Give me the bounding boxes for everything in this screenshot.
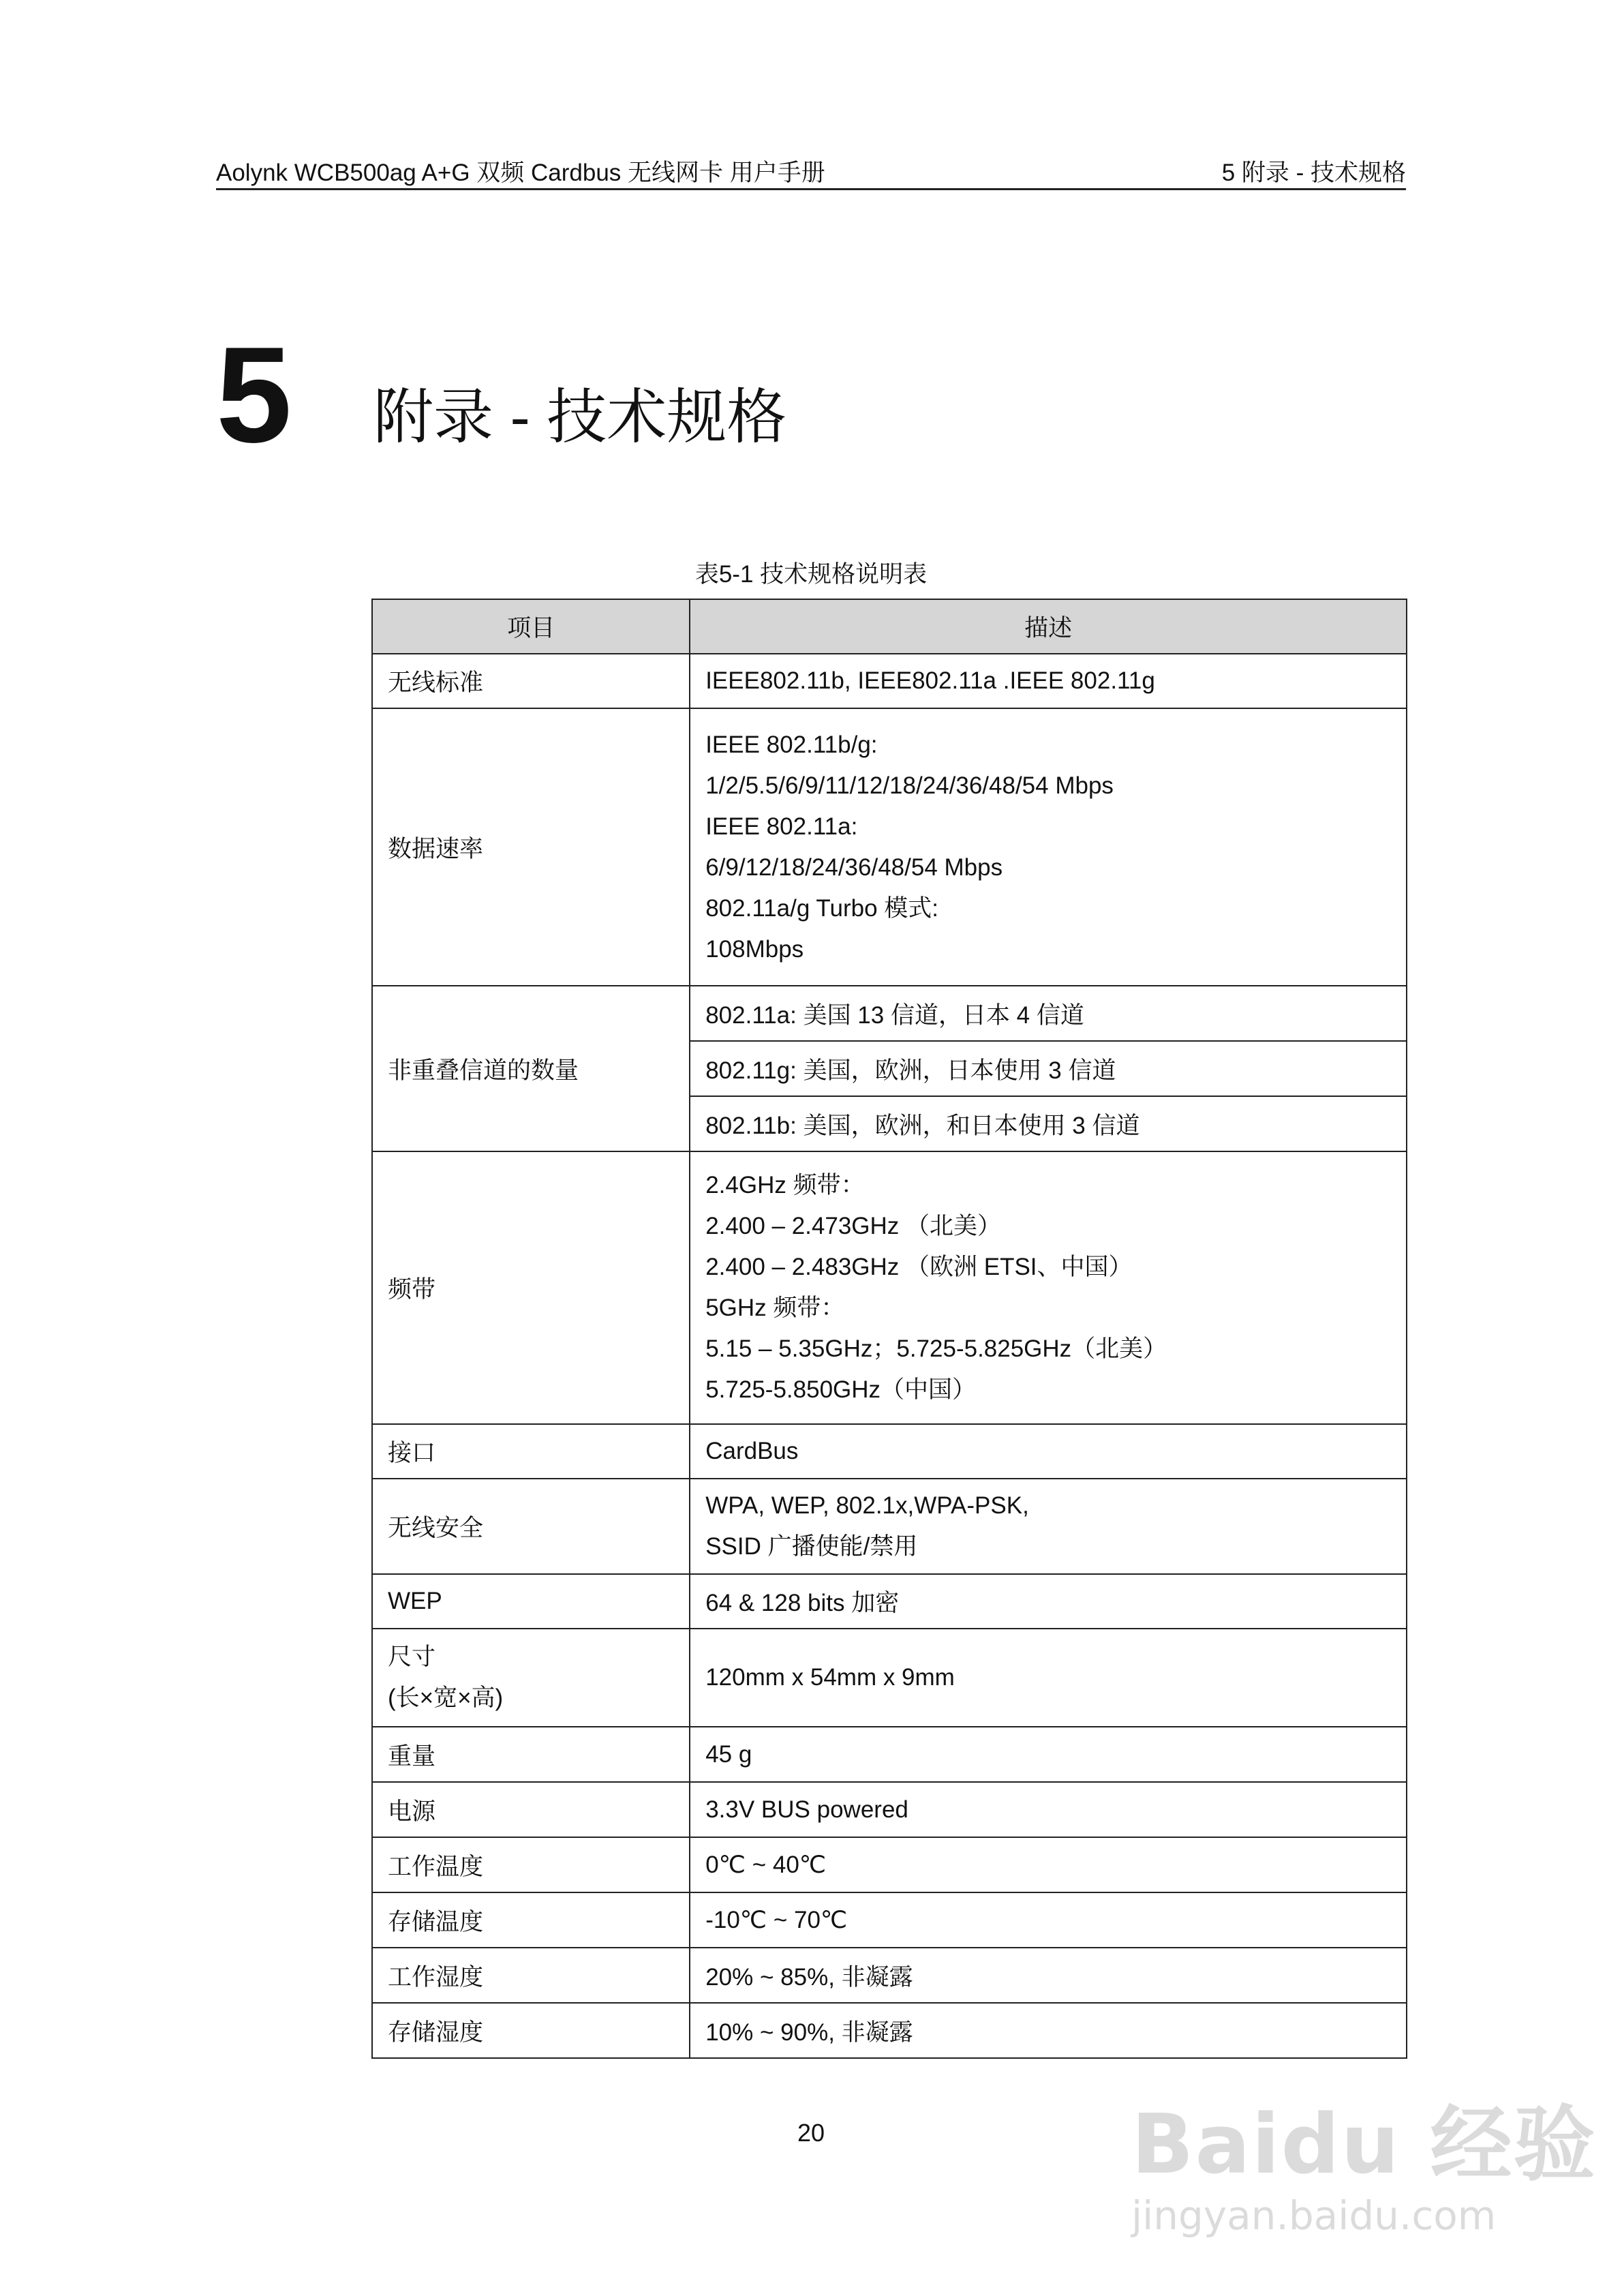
- row-value: -10℃ ~ 70℃: [690, 1892, 1407, 1948]
- table-row: [372, 1479, 1407, 1574]
- value-line: 2.400 – 2.483GHz （欧洲 ETSI、中国）: [705, 1254, 1133, 1280]
- row-value: CardBus: [690, 1424, 1407, 1479]
- label-line: (长×宽×高): [388, 1685, 504, 1711]
- table-row: [372, 2003, 1407, 2058]
- row-label: 数据速率: [372, 708, 690, 986]
- watermark-url: jingyan.baidu.com: [1131, 2192, 1497, 2239]
- table-row: [372, 1837, 1407, 1892]
- row-label: 频带: [372, 1151, 690, 1424]
- row-label: 存储温度: [372, 1892, 690, 1948]
- label-line: 尺寸: [388, 1644, 436, 1670]
- value-line: 2.400 – 2.473GHz （北美）: [705, 1213, 1002, 1239]
- table-caption: 表5-1 技术规格说明表: [694, 561, 928, 588]
- value-line: 802.11a/g Turbo 模式:: [705, 894, 938, 922]
- row-label: 重量: [372, 1727, 690, 1782]
- header-rule: [216, 188, 1406, 190]
- row-label: 无线标准: [372, 654, 690, 708]
- column-header-item: 项目: [372, 599, 690, 654]
- row-label: 接口: [372, 1424, 690, 1479]
- value-line: 6/9/12/18/24/36/48/54 Mbps: [705, 854, 1003, 881]
- chapter-number: 5: [216, 319, 292, 471]
- table-row: [372, 1151, 1407, 1424]
- baidu-jingyan-watermark: [1131, 2079, 1597, 2239]
- table-row: [372, 1629, 1407, 1727]
- row-value: [690, 1479, 1407, 1574]
- value-line: SSID 广播使能/禁用: [705, 1533, 918, 1560]
- row-value: 64 & 128 bits 加密: [690, 1574, 1407, 1629]
- table-row: [372, 1574, 1407, 1629]
- value-line: IEEE 802.11a:: [705, 813, 858, 840]
- value-line: 5.15 – 5.35GHz；5.725-5.825GHz（北美）: [705, 1335, 1167, 1362]
- table-header-row: [372, 599, 1407, 654]
- value-line: WPA, WEP, 802.1x,WPA-PSK,: [705, 1492, 1029, 1519]
- row-value: 10% ~ 90%, 非凝露: [690, 2003, 1407, 2058]
- table-row: [372, 986, 1407, 1041]
- row-value: 45 g: [690, 1727, 1407, 1782]
- row-value: 802.11a: 美国 13 信道，日本 4 信道: [690, 986, 1407, 1041]
- row-value: 20% ~ 85%, 非凝露: [690, 1948, 1407, 2003]
- value-line: 5GHz 频带：: [705, 1295, 845, 1321]
- row-value: IEEE802.11b, IEEE802.11a .IEEE 802.11g: [690, 654, 1407, 708]
- value-line: 5.725-5.850GHz（中国）: [705, 1376, 977, 1403]
- row-label: 存储湿度: [372, 2003, 690, 2058]
- row-value: [690, 708, 1407, 986]
- spec-table: [371, 599, 1407, 2059]
- table-row: [372, 708, 1407, 986]
- running-header-section: 5 附录 - 技术规格: [1221, 160, 1406, 186]
- value-line: IEEE 802.11b/g:: [705, 731, 878, 758]
- row-value: 0℃ ~ 40℃: [690, 1837, 1407, 1892]
- table-row: [372, 1892, 1407, 1948]
- running-header-title: Aolynk WCB500ag A+G 双频 Cardbus 无线网卡 用户手册: [216, 160, 825, 186]
- table-row: [372, 1782, 1407, 1837]
- row-value: 3.3V BUS powered: [690, 1782, 1407, 1837]
- watermark-logo: Baidu 经验: [1131, 2098, 1597, 2192]
- table-row: [372, 1948, 1407, 2003]
- row-value: 120mm x 54mm x 9mm: [690, 1629, 1407, 1727]
- value-line: 1/2/5.5/6/9/11/12/18/24/36/48/54 Mbps: [705, 772, 1114, 799]
- row-label: 无线安全: [372, 1479, 690, 1574]
- row-label: 非重叠信道的数量: [372, 986, 690, 1151]
- table-row: [372, 1424, 1407, 1479]
- row-value: [690, 1151, 1407, 1424]
- column-header-description: 描述: [690, 599, 1407, 654]
- row-value: 802.11g: 美国，欧洲，日本使用 3 信道: [690, 1041, 1407, 1096]
- table-row: [372, 1727, 1407, 1782]
- row-label: [372, 1629, 690, 1727]
- table-row: [372, 654, 1407, 708]
- row-value: 802.11b: 美国，欧洲，和日本使用 3 信道: [690, 1096, 1407, 1151]
- row-label: 工作温度: [372, 1837, 690, 1892]
- value-line: 108Mbps: [705, 935, 804, 963]
- row-label: 工作湿度: [372, 1948, 690, 2003]
- value-line: 2.4GHz 频带：: [705, 1172, 865, 1198]
- row-label: 电源: [372, 1782, 690, 1837]
- chapter-title: 附录 - 技术规格: [373, 383, 787, 451]
- row-label: WEP: [372, 1574, 690, 1629]
- page-number: 20: [797, 2119, 825, 2147]
